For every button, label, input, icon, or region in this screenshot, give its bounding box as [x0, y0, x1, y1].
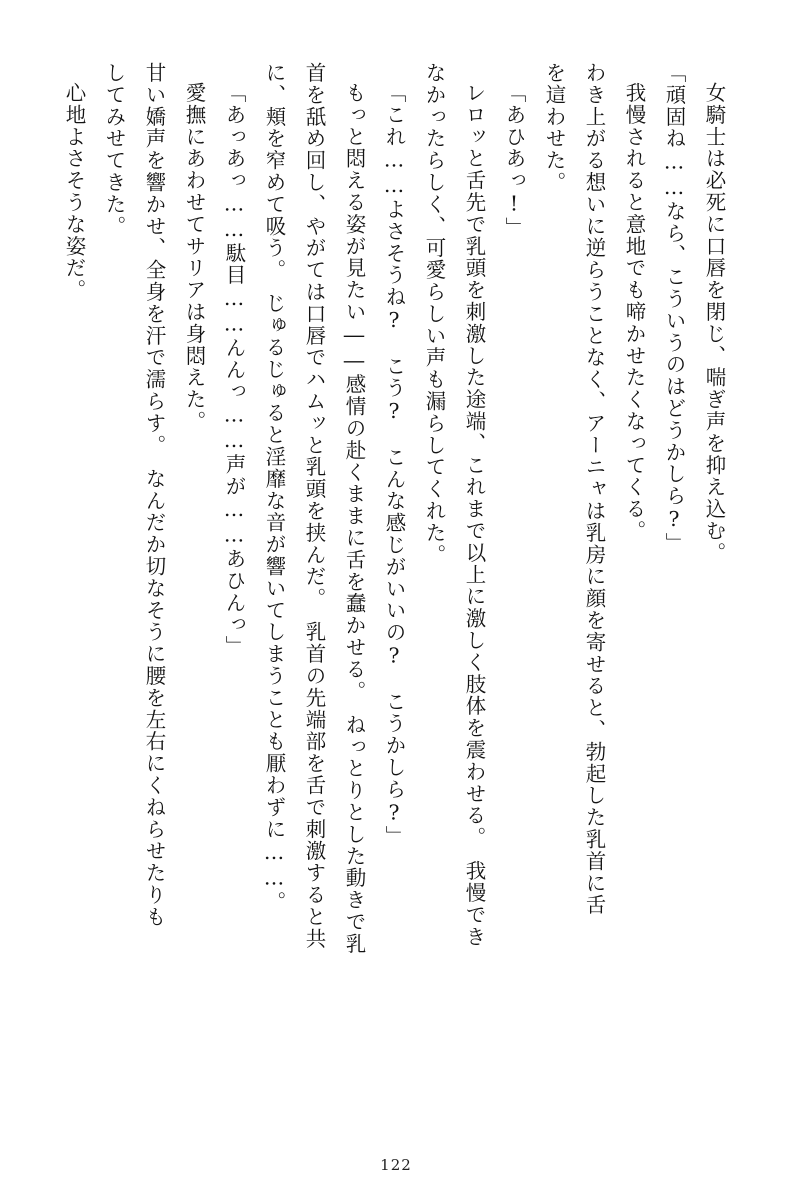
text-line: なかったらしく、可愛らしい声も漏らしてくれた。	[422, 62, 446, 566]
vertical-text-body	[58, 62, 734, 1122]
text-line: 心地よさそうな姿だ。	[62, 82, 86, 301]
text-line: 「あっあっ……駄目……んんっ……声が……あひんっ」	[222, 82, 246, 658]
text-line: レロッと舌先で乳頭を刺激した途端、これまで以上に激しく肢体を震わせる。 我慢でき	[462, 82, 486, 948]
text-line: 「これ……よさそうね? こう? こんな感じがいいの? こうかしら?」	[382, 82, 406, 848]
text-line: を這わせた。	[542, 62, 566, 194]
text-line: 我慢されると意地でも啼かせたくなってくる。	[622, 82, 646, 542]
text-line: 女騎士は必死に口唇を閉じ、喘ぎ声を抑え込む。	[702, 82, 726, 564]
text-line: もっと悶える姿が見たい――感情の赴くままに舌を蠢かせる。 ねっとりとした動きで乳	[342, 82, 366, 955]
page-number: 122	[380, 1156, 412, 1174]
text-line: 甘い嬌声を響かせ、全身を汗で濡らす。 なんだか切なそうに腰を左右にくねらせたりも	[142, 62, 166, 928]
text-line: 首を舐め回し、やがては口唇でハムッと乳頭を挟んだ。 乳首の先端部を舌で刺激すると共	[302, 62, 326, 950]
text-line: わき上がる想いに逆らうことなく、アーニャは乳房に顔を寄せると、勃起した乳首に舌	[582, 62, 606, 917]
text-line: 「あひあっ!」	[502, 82, 526, 239]
text-line: 愛撫にあわせてサリアは身悶えた。	[182, 82, 206, 433]
text-line: に、頬を窄めて吸う。 じゅるじゅると淫靡な音が響いてしまうことも厭わずに……。	[262, 62, 286, 913]
text-line: してみせてきた。	[102, 62, 126, 238]
text-line: 「頑固ね……なら、こういうのはどうかしら?」	[662, 62, 686, 555]
